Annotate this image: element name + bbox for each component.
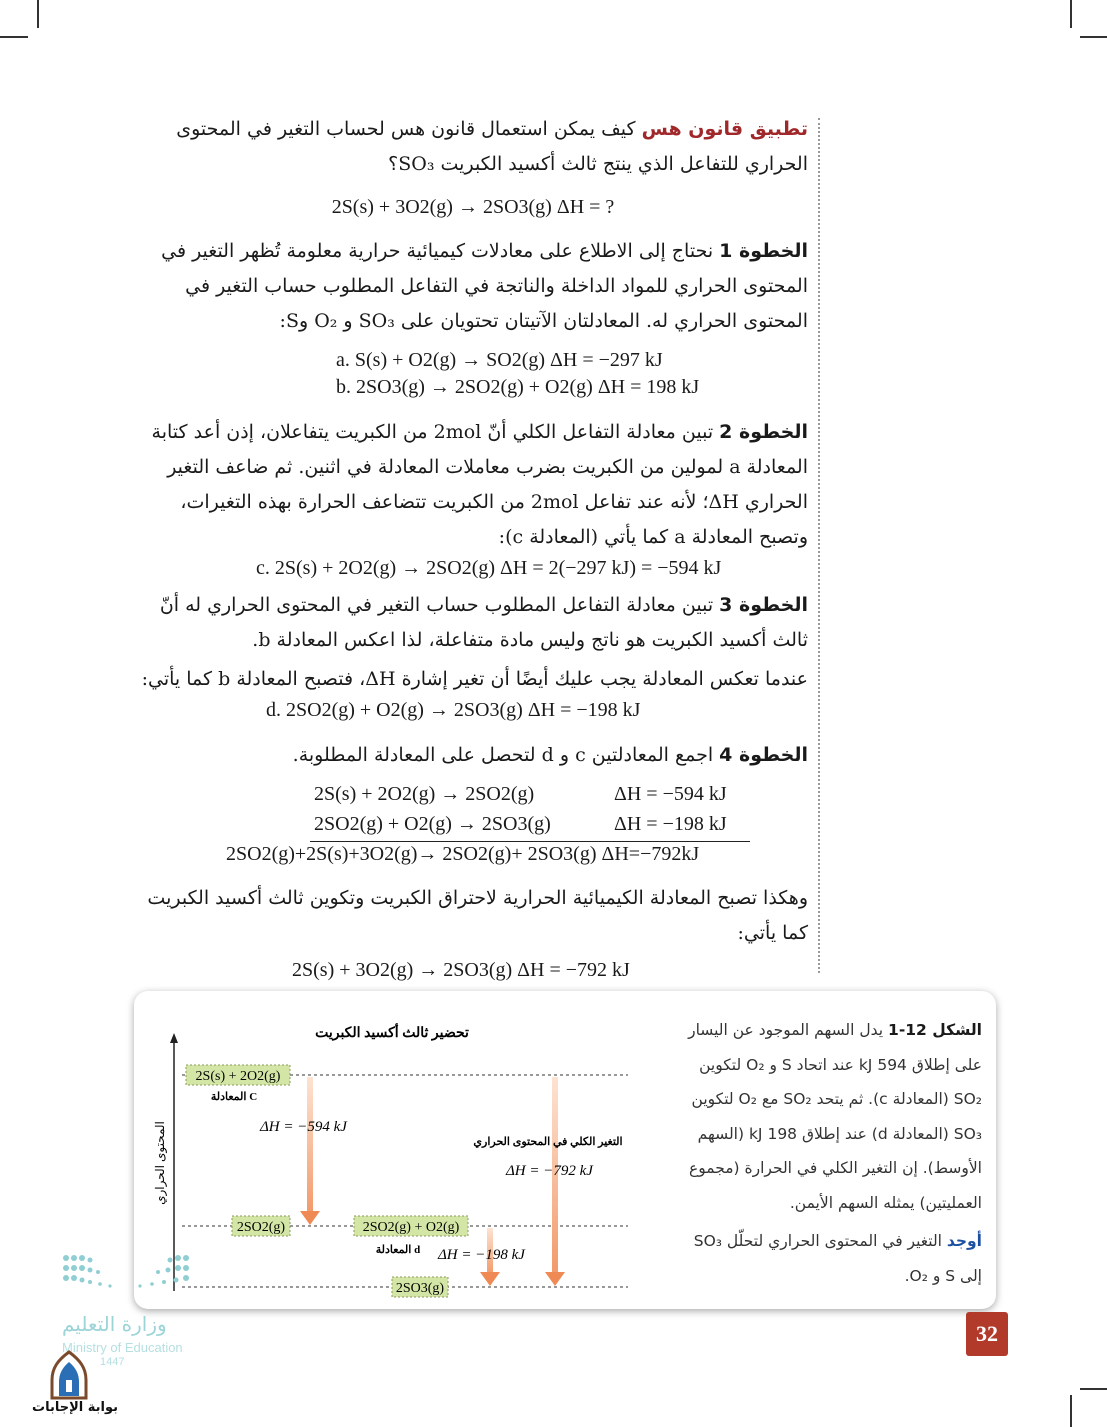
- step1-text: نحتاج إلى الاطلاع على معادلات كيميائية حرارية معلومة تُظهر التغير في المحتوى الحراري للمواد الداخلة والناتجة في التفاعل المطلوب حساب التغير في المحتوى الحراري له. المعادلتان الآتيتان تحتويان على SO₃ و O₂ وS:: [161, 240, 808, 332]
- equation-d: d. 2SO2(g) + O2(g) → 2SO3(g) ΔH = −198 kJ: [266, 699, 641, 721]
- y-axis-label: المحتوى الحراري: [153, 1121, 167, 1205]
- step4: [138, 738, 808, 773]
- sum-row1-eq: 2S(s) + 2O2(g) → 2SO2(g): [314, 783, 535, 805]
- energy-diagram: [134, 991, 674, 1309]
- step1-label: الخطوة 1: [719, 240, 808, 262]
- arrow-c-shaft: [307, 1077, 313, 1213]
- figure-box: [134, 991, 996, 1309]
- margin-dotted-rule: [818, 118, 820, 973]
- page-number: 32: [966, 1312, 1008, 1356]
- diagram-title: تحضير ثالث أكسيد الكبريت: [315, 1026, 469, 1041]
- find-question: [686, 1224, 982, 1293]
- equation-b: b. 2SO3(g) → 2SO2(g) + O2(g) ΔH = 198 kJ: [336, 376, 700, 398]
- level-mid-left-label: 2SO2(g): [236, 1220, 286, 1235]
- ministry-name-en: Ministry of Education: [62, 1340, 183, 1355]
- level-bottom-label: 2SO3(g): [395, 1281, 445, 1296]
- crop-mark: [1080, 36, 1107, 38]
- reverse-note: عندما تعكس المعادلة يجب عليك أيضًا أن تغير إشارة ΔH، فتصبح المعادلة b كما يأتي:: [141, 668, 808, 690]
- crop-mark: [1080, 1388, 1107, 1390]
- eq-d-label: المعادلة d: [375, 1244, 421, 1256]
- arrow-d-head: [480, 1272, 500, 1286]
- dh-total-label: ΔH = −792 kJ: [506, 1163, 593, 1179]
- find-label: أوجد: [946, 1232, 982, 1250]
- crop-mark: [1070, 0, 1072, 28]
- sum-row2-dh: ΔH = −198 kJ: [614, 813, 727, 835]
- sum-row1-dh: ΔH = −594 kJ: [614, 783, 727, 805]
- step3-text: تبين معادلة التفاعل المطلوب حساب التغير في المحتوى الحراري له أنّ ثالث أكسيد الكبريت هو ناتج وليس مادة متفاعلة، لذا اعكس المعادلة b.: [159, 594, 808, 651]
- ministry-logo-dots: [60, 1252, 200, 1302]
- ministry-year: 1447: [100, 1356, 125, 1368]
- arrow-total-head: [545, 1272, 565, 1286]
- crop-mark: [0, 36, 28, 38]
- equation-a: a. S(s) + O2(g) → SO2(g) ΔH = −297 kJ: [336, 349, 663, 371]
- hess-title: تطبيق قانون هس: [641, 118, 808, 140]
- step2-text: تبين معادلة التفاعل الكلي أنّ 2mol من الكبريت يتفاعلان، إذن أعد كتابة المعادلة a لمولين من الكبريت بضرب معاملات المعادلة في اثنين. ثم ضاعف التغير الحراري ΔH؛ لأنه عند تفاعل 2mol من الكبريت تتضاعف الحرارة بهذه التغيرات، وتصبح المعادلة a كما يأتي (المعادلة c):: [151, 421, 808, 548]
- site-logo-icon: [46, 1350, 92, 1402]
- caption-text: يدل السهم الموجود عن اليسار على إطلاق 594 kJ عند اتحاد S و O₂ لتكوين SO₂ (المعادلة c). ثم يتحد SO₂ مع O₂ لتكوين SO₃ (المعادلة d) عند إطلاق 198 kJ (السهم الأوسط). إن التغير الكلي في الحرارة (مجموع العمليتين) يمثله السهم الأيمن.: [688, 1021, 982, 1212]
- dh-c-label: ΔH = −594 kJ: [260, 1119, 347, 1135]
- dh-d-label: ΔH = −198 kJ: [438, 1247, 525, 1263]
- equation-c: c. 2S(s) + 2O2(g) → 2SO2(g) ΔH = 2(−297 kJ) = −594 kJ: [256, 557, 722, 579]
- sum-row2-eq: 2SO2(g) + O2(g) → 2SO3(g): [314, 813, 551, 835]
- hess-question: [138, 112, 808, 182]
- final-equation: 2S(s) + 3O2(g) → 2SO3(g) ΔH = −792 kJ: [292, 959, 630, 981]
- crop-mark: [37, 0, 39, 28]
- crop-mark: [1070, 1395, 1072, 1427]
- conclusion: وهكذا تصبح المعادلة الكيميائية الحرارية لاحتراق الكبريت وتكوين ثالث أكسيد الكبريت كما يأتي:: [147, 887, 808, 944]
- step4-text: اجمع المعادلتين c و d لتحصل على المعادلة المطلوبة.: [292, 744, 714, 766]
- step3-label: الخطوة 3: [719, 594, 808, 616]
- eq-c-label: المعادلة C: [210, 1091, 258, 1103]
- step1: [138, 234, 808, 339]
- arrow-c-head: [300, 1211, 320, 1225]
- find-text: التغير في المحتوى الحراري لتحلّل SO₃ إلى S و O₂.: [693, 1232, 982, 1285]
- target-equation: 2S(s) + 3O2(g) → 2SO3(g) ΔH = ?: [331, 196, 615, 218]
- hess-question-text: كيف يمكن استعمال قانون هس لحساب التغير في المحتوى الحراري للتفاعل الذي ينتج ثالث أكسيد الكبريت SO₃؟: [176, 118, 808, 175]
- level-mid-right-label: 2SO2(g) + O2(g): [362, 1220, 460, 1235]
- step4-label: الخطوة 4: [719, 744, 808, 766]
- step2: [138, 415, 808, 555]
- sum-rule: [310, 841, 750, 842]
- step2-label: الخطوة 2: [719, 421, 808, 443]
- sum-total: 2SO2(g)+2S(s)+3O2(g)→ 2SO2(g)+ 2SO3(g) ΔH=−792kJ: [226, 843, 700, 865]
- figure-caption: [686, 1013, 982, 1293]
- ministry-name-ar: وزارة التعليم: [62, 1312, 167, 1336]
- caption-label: الشكل 12-1: [888, 1021, 982, 1039]
- site-name: بوابة الإجابات: [32, 1400, 118, 1415]
- sum-equations: [138, 779, 808, 869]
- step3: [138, 588, 808, 658]
- y-axis-arrowhead: [170, 1033, 178, 1043]
- level-top-label: 2S(s) + 2O2(g): [195, 1069, 281, 1084]
- main-text: [138, 112, 808, 1027]
- total-change-label: التغير الكلي في المحتوى الحراري: [473, 1136, 623, 1148]
